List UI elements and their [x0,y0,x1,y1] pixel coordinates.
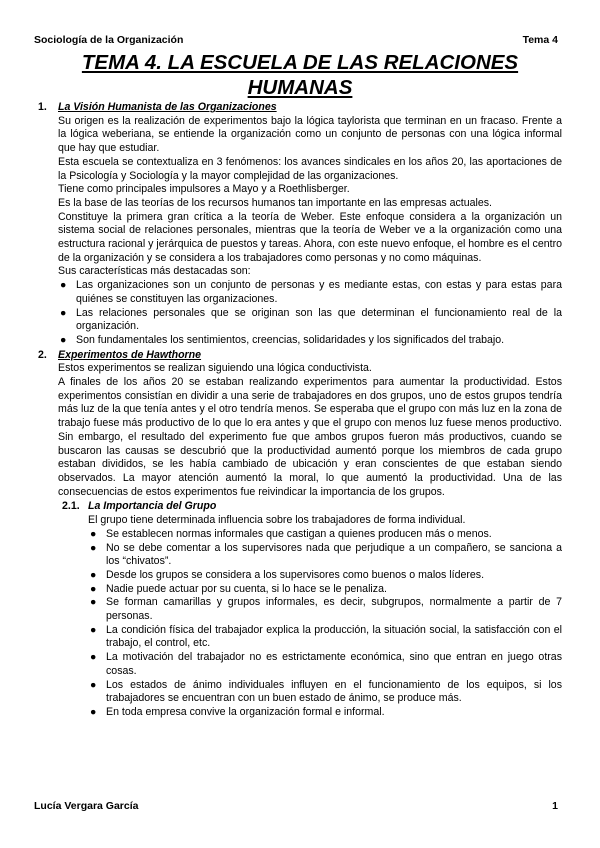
section-1-title: La Visión Humanista de las Organizaciones [58,101,277,113]
page-title: TEMA 4. LA ESCUELA DE LAS RELACIONES HUMANAS [81,51,519,99]
list-item: ● Nadie puede actuar por su cuenta, si lo hace se le penaliza. [90,582,387,595]
footer-author: Lucía Vergara García [34,800,139,812]
bullet-icon: ● [90,596,97,609]
subsection-2-1-title: La Importancia del Grupo [88,500,217,513]
section-2-number: 2. [38,348,47,361]
bullet-icon: ● [60,333,67,346]
bullet-icon: ● [90,541,97,554]
subsection-2-1-body [88,514,562,720]
bullet-icon: ● [60,306,67,319]
header-course: Sociología de la Organización [34,34,184,46]
section-2-body [58,362,562,499]
list-item: ● Se establecen normas informales que castigan a quienes producen más o menos. [90,527,492,540]
characteristics-list [58,279,562,348]
list-item: ● La condición física del trabajador explica la producción, la situación social, la satisfacción con el trabajo, el control, etc. [90,623,562,650]
page-header [34,34,558,46]
list-item: ● Son fundamentales los sentimientos, creencias, solidaridades y los significados del trabajo. [60,333,505,346]
paragraph: Estos experimentos se realizan siguiendo una lógica conductivista. [58,362,372,375]
bullet-icon: ● [90,651,97,664]
paragraph: Su origen es la realización de experimentos bajo la lógica taylorista que terminan en un fracaso. Frente a la lógica weberiana, se entiende la organización como un conjunto de personas con una lógica informal que hay que estudiar. [58,114,562,155]
list-item: ● Las organizaciones son un conjunto de personas y es mediante estas, con estas y para estas para quiénes se constituyen las organizaciones. [60,279,562,305]
section-1-heading [38,101,562,115]
paragraph: Sus características más destacadas son: [58,265,251,278]
bullet-icon: ● [90,623,97,636]
list-item: ● Los estados de ánimo individuales influyen en el funcionamiento de los equipos, si los trabajadores se encuentran con un buen estado de ánimo, se produce más. [90,678,562,705]
section-2-title: Experimentos de Hawthorne [58,348,202,361]
document-content [38,101,562,720]
bullet-icon: ● [90,568,97,581]
bullet-icon: ● [90,678,97,691]
list-item: ● Se forman camarillas y grupos informales, es decir, subgrupos, normalmente a partir de 7 personas. [90,596,562,623]
header-topic: Tema 4 [522,34,558,46]
paragraph: Tiene como principales impulsores a Mayo y a Roethlisberger. [58,183,350,196]
paragraph: Es la base de las teorías de los recursos humanos tan importante en las empresas actuales. [58,196,492,209]
section-1-number: 1. [38,101,47,113]
section-2-heading [38,349,562,363]
bullet-icon: ● [90,705,97,718]
paragraph: A finales de los años 20 se estaban realizando experimentos para aumentar la productividad. Estos experimentos consistían en dividir a una serie de trabajadores en dos grupos, uno de estos grupos tendría más luz de la que tenía antes y el otro tendría menos. Se esperaba que el grupo con más luz en la zona de trabajo fuese más productivo de lo que lo era antes y que el grupo con menos luz fuese menos productivo. Sin embargo, el resultado del experimento fue que ambos grupos fueron más productivos, cuando se buscaron las causas se descubrió que la productividad aumentó porque los miembros de cada grupo estaban divididos, se les había cambiado de ubicación y eran conscientes de que estaban siendo observados. La mayor atención aumentó la moral, lo que aumentó la productividad. Una de las consecuencias de estos experimentos fue reivindicar la importancia de los grupos. [58,376,562,498]
page-footer [34,800,558,812]
bullet-icon: ● [60,279,67,292]
paragraph: Esta escuela se contextualiza en 3 fenómenos: los avances sindicales en los años 20, las aportaciones de la Psicología y Sociología y la mayor complejidad de las organizaciones. [58,155,562,182]
list-item: ● No se debe comentar a los supervisores nada que perjudique a un compañero, se sanciona a los “chivatos”. [90,541,562,568]
paragraph: El grupo tiene determinada influencia sobre los trabajadores de forma individual. [88,514,466,527]
group-influence-list [88,528,562,720]
bullet-icon: ● [90,527,97,540]
list-item: ● Las relaciones personales que se originan son las que determinan el funcionamiento real de la organización. [60,306,562,333]
list-item: ● En toda empresa convive la organización formal e informal. [90,705,385,718]
bullet-icon: ● [90,582,97,595]
list-item: ● La motivación del trabajador no es estrictamente económica, sino que entran en juego otras cosas. [90,651,562,677]
paragraph: Constituye la primera gran crítica a la teoría de Weber. Este enfoque considera a la organización un sistema social de relaciones personales, mientras que la teoría de Weber ve a la organización como una estructura racional y jerárquica de puestos y tareas. Ahora, con este nuevo enfoque, el hombre es el centro de la organización y se considera a los trabajadores como personas y no como máquinas. [58,210,562,264]
list-item: ● Desde los grupos se considera a los supervisores como buenos o malos líderes. [90,568,485,581]
subsection-2-1-heading [62,500,562,514]
page-number: 1 [552,800,558,812]
section-1-body [58,115,562,348]
subsection-2-1-number: 2.1. [62,500,80,513]
